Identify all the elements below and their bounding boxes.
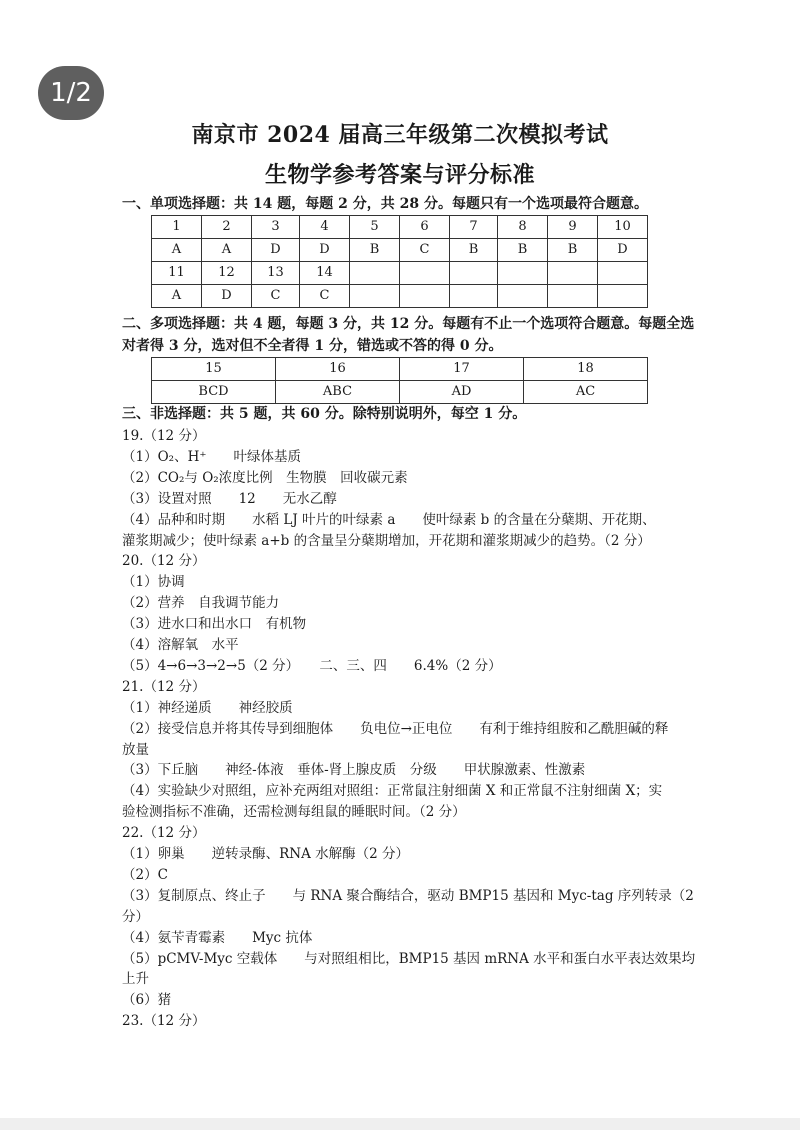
table-cell: A bbox=[152, 285, 202, 308]
answer-line: 灌浆期减少；使叶绿素 a+b 的含量呈分蘖期增加，开花期和灌浆期减少的趋势。（2 分） bbox=[122, 532, 651, 549]
answer-line: （3）设置对照 12 无水乙醇 bbox=[122, 490, 337, 507]
section2-heading-line2: 对者得 3 分，选对但不全者得 1 分，错选或不答的得 0 分。 bbox=[122, 338, 503, 354]
table-cell: 2 bbox=[202, 216, 252, 239]
table-cell: D bbox=[202, 285, 252, 308]
table-cell: A bbox=[152, 239, 202, 262]
answer-line: 放量 bbox=[122, 741, 149, 758]
answer-line: 23.（12 分） bbox=[122, 1013, 206, 1030]
answer-line: （2）CO₂与 O₂浓度比例 生物膜 回收碳元素 bbox=[122, 469, 408, 486]
answer-line: （1）协调 bbox=[122, 574, 185, 591]
table-cell: D bbox=[252, 239, 300, 262]
document-subtitle: 生物学参考答案与评分标准 bbox=[264, 162, 535, 188]
section3-heading: 三、非选择题：共 5 题，共 60 分。除特别说明外，每空 1 分。 bbox=[122, 406, 527, 422]
table-cell: 6 bbox=[400, 216, 450, 239]
answer-line: 21.（12 分） bbox=[122, 678, 206, 695]
table-cell: 5 bbox=[350, 216, 400, 239]
table-cell bbox=[548, 285, 598, 308]
answer-line: （6）猪 bbox=[122, 992, 172, 1009]
answer-line: （4）氨苄青霉素 Myc 抗体 bbox=[122, 929, 313, 946]
table-cell: C bbox=[400, 239, 450, 262]
answer-line: （3）进水口和出水口 有机物 bbox=[122, 616, 307, 633]
table-cell: 8 bbox=[498, 216, 548, 239]
answer-line: （2）接受信息并将其传导到细胞体 负电位→正电位 有利于维持组胺和乙酰胆碱的释 bbox=[122, 720, 669, 737]
single-choice-answer-table bbox=[151, 215, 648, 308]
bottom-bar bbox=[0, 1118, 800, 1130]
table-cell: D bbox=[300, 239, 350, 262]
answer-line: 上升 bbox=[122, 971, 149, 988]
table-cell: 4 bbox=[300, 216, 350, 239]
table-cell: 1 bbox=[152, 216, 202, 239]
table-row bbox=[152, 358, 648, 381]
table-cell: AD bbox=[400, 381, 524, 404]
table-cell bbox=[400, 285, 450, 308]
table-row bbox=[152, 239, 648, 262]
table-cell bbox=[450, 285, 498, 308]
answer-line: 验检测指标不准确，还需检测每组鼠的睡眠时间。（2 分） bbox=[122, 804, 466, 821]
table-cell: 12 bbox=[202, 262, 252, 285]
table-cell bbox=[450, 262, 498, 285]
table-cell: D bbox=[598, 239, 648, 262]
document-title: 南京市 2024 届高三年级第二次模拟考试 bbox=[191, 122, 609, 148]
table-cell: 11 bbox=[152, 262, 202, 285]
table-cell: 15 bbox=[152, 358, 276, 381]
answer-line: （2）C bbox=[122, 866, 168, 883]
answer-line: （3）下丘脑 神经-体液 垂体-肾上腺皮质 分级 甲状腺激素、性激素 bbox=[122, 762, 586, 779]
answer-line: （2）营养 自我调节能力 bbox=[122, 595, 280, 612]
table-cell bbox=[350, 285, 400, 308]
table-cell: 17 bbox=[400, 358, 524, 381]
table-cell: B bbox=[350, 239, 400, 262]
answer-line: （1）卵巢 逆转录酶、RNA 水解酶（2 分） bbox=[122, 846, 409, 862]
section1-heading: 一、单项选择题：共 14 题，每题 2 分，共 28 分。每题只有一个选项最符合题意。 bbox=[122, 196, 648, 212]
table-cell bbox=[400, 262, 450, 285]
table-cell: 14 bbox=[300, 262, 350, 285]
table-cell: 3 bbox=[252, 216, 300, 239]
table-row bbox=[152, 285, 648, 308]
table-cell bbox=[598, 285, 648, 308]
answer-line: 20.（12 分） bbox=[122, 553, 206, 570]
table-cell bbox=[498, 262, 548, 285]
multi-choice-answer-table bbox=[151, 357, 648, 404]
table-cell bbox=[548, 262, 598, 285]
table-cell: 10 bbox=[598, 216, 648, 239]
answer-line: （4）品种和时期 水稻 LJ 叶片的叶绿素 a 使叶绿素 b 的含量在分蘖期、开花期、 bbox=[122, 511, 656, 528]
answer-line: （1）O₂、H⁺ 叶绿体基质 bbox=[122, 448, 301, 465]
table-cell: 16 bbox=[276, 358, 400, 381]
answer-line: （4）溶解氧 水平 bbox=[122, 637, 239, 653]
table-row bbox=[152, 216, 648, 239]
table-cell bbox=[350, 262, 400, 285]
table-cell: A bbox=[202, 239, 252, 262]
answer-line: 19.（12 分） bbox=[122, 428, 206, 444]
table-cell: ABC bbox=[276, 381, 400, 404]
page-indicator[interactable]: 1/2 bbox=[38, 66, 104, 120]
answer-line: （3）复制原点、终止子 与 RNA 聚合酶结合，驱动 BMP15 基因和 Myc-tag 序列转录（2 bbox=[122, 887, 694, 904]
table-cell bbox=[598, 262, 648, 285]
table-row bbox=[152, 262, 648, 285]
section2-heading-line1: 二、多项选择题：共 4 题，每题 3 分，共 12 分。每题有不止一个选项符合题意。每题全选 bbox=[122, 316, 695, 332]
answer-line: （4）实验缺少对照组，应补充两组对照组：正常鼠注射细菌 X 和正常鼠不注射细菌 X；实 bbox=[122, 783, 663, 800]
table-cell: 9 bbox=[548, 216, 598, 239]
table-cell: 13 bbox=[252, 262, 300, 285]
table-cell: B bbox=[548, 239, 598, 262]
table-row bbox=[152, 381, 648, 404]
answer-line: 分） bbox=[122, 908, 149, 925]
answer-line: （1）神经递质 神经胶质 bbox=[122, 699, 293, 716]
table-cell: B bbox=[498, 239, 548, 262]
table-cell: AC bbox=[524, 381, 648, 404]
table-cell: C bbox=[252, 285, 300, 308]
table-cell: C bbox=[300, 285, 350, 308]
table-cell: 18 bbox=[524, 358, 648, 381]
table-cell: BCD bbox=[152, 381, 276, 404]
answer-line: （5）4→6→3→2→5（2 分） 二、三、四 6.4%（2 分） bbox=[122, 657, 502, 674]
answer-line: （5）pCMV-Myc 空载体 与对照组相比，BMP15 基因 mRNA 水平和蛋白水平表达效果均 bbox=[122, 950, 696, 967]
answer-line: 22.（12 分） bbox=[122, 825, 206, 842]
table-cell bbox=[498, 285, 548, 308]
table-cell: B bbox=[450, 239, 498, 262]
table-cell: 7 bbox=[450, 216, 498, 239]
